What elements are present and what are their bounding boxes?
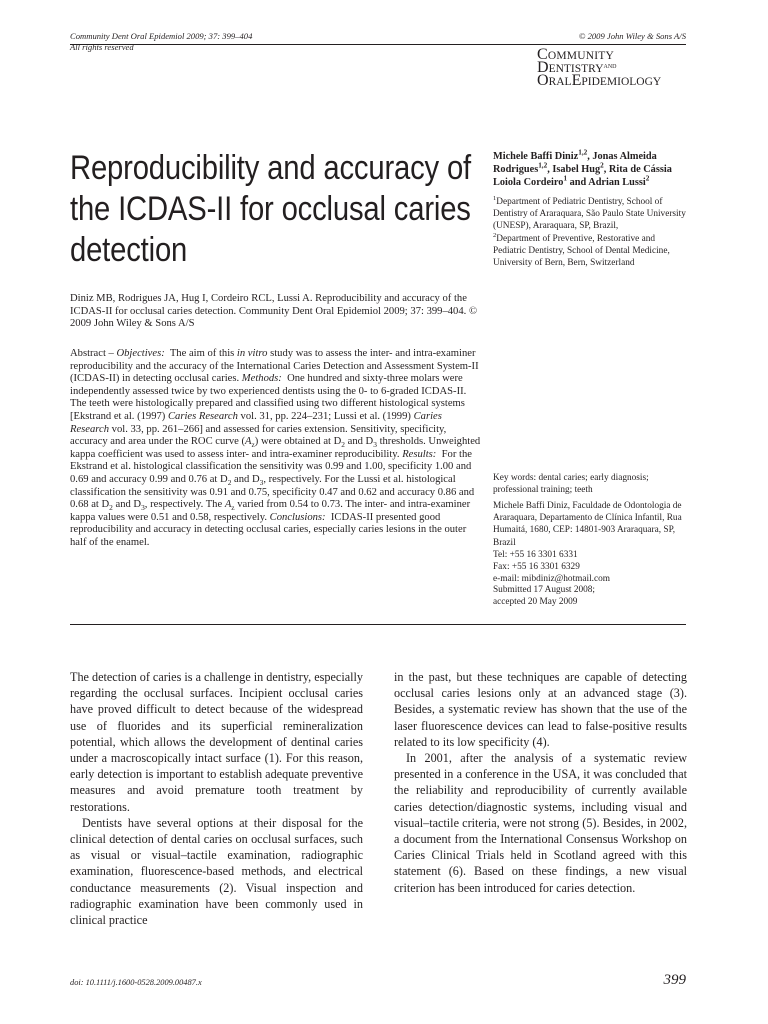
article-title: Reproducibility and accuracy of the ICDAS-II for occlusal caries detection [70, 149, 471, 269]
affiliations: $^1$Department of Pediatric Dentistry, School of Dentistry of Araraquara, São Paulo State University (UNESP), Araraquara, SP, Brazil, $^2$Department of Preventive, Restorative and Pediatric Dentistry, School of Dental Medicine, University of Bern, Bern, Switzerland [493, 194, 686, 269]
paragraph: The detection of caries is a challenge in dentistry, especially regarding the occlusal surfaces. Incipient occlusal caries have proved difficult to detect because of the widespread use of fluorides and its superficial remineralization potential, which allows the development of dentinal caries under a macroscopically intact surface (1). For this reason, early detection is important to establish adequate preventive measures and avoid premature tooth treatment by restorations. [70, 670, 363, 814]
rights-line: All rights reserved [70, 42, 134, 52]
paragraph: In 2001, after the analysis of a systematic review presented in a conference in the USA, it was concluded that the reliability and reproducibility of currently available caries detection/diagnostic systems, including visual and visual–tactile criteria, were not strong (5). Besides, in 2002, a document from the International Consensus Workshop on Caries Clinical Trials held in Scotland agreed with this statement (6). Based on these findings, a new visual criterion has been introduced for caries detection. [394, 751, 687, 895]
keywords: Key words: dental caries; early diagnosis; professional training; teeth [493, 473, 649, 496]
paragraph: in the past, but these techniques are capable of detecting occlusal caries lesions only at an advanced stage (3). Besides, a systematic review has shown that the use of the laser fluorescence devices can lead to false-positive results related to its low specificity (4). [394, 670, 687, 749]
journal-issue-line: Community Dent Oral Epidemiol 2009; 37: 399–404 [70, 31, 253, 41]
abstract: Abstract – Objectives: The aim of this in vitro study was to assess the inter- and intra-examiner reproducibility and the accuracy of the International Caries Detection and Assessment System-II (ICDAS-II) in detecting occlusal caries. Methods: One hundred and sixty-three molars were independently assessed twice by two experienced dentists using the 0- to 6-graded ICDAS-II. The teeth were histologically prepared and classified using two different histological systems [Ekstrand et al. (1997) Caries Research vol. 31, pp. 224–231; Lussi et al. (1999) Caries Research vol. 33, pp. 261–266] and assessed for caries extension. Sensitivity, specificity, accuracy and area under the ROC curve $(A_z)$ were obtained at $D_2$ and $D_3$ thresholds. Unweighted kappa coefficient was used to assess inter- and intra-examiner reproducibility. Results: For the Ekstrand et al. histological classification the sensitivity was 0.99 and 1.00, specificity 1.00 and 0.69 and accuracy 0.99 and 0.76 at $D_2$ and $D_3$, respectively. For the Lussi et al. histological classification the sensitivity was 0.91 and 0.75, specificity 0.47 and 0.62 and accuracy 0.86 and 0.68 at $D_2$ and $D_3$, respectively. The $A_z$ varied from 0.54 to 0.73. The inter- and intra-examiner kappa values were 0.51 and 0.58, respectively. Conclusions: ICDAS-II presented good reproducibility and accuracy in detecting occlusal caries, especially caries lesions in the outer half of the enamel. [70, 348, 481, 548]
page-number: 399 [663, 972, 686, 988]
author-list: Michele Baffi Diniz$^{1,2}$, Jonas Almeida Rodrigues$^{1,2}$, Isabel Hug$^2$, Rita de Cássia Loiola Cordeiro$^1$ and Adrian Lussi$^2$ [493, 148, 672, 188]
correspondence-address: Michele Baffi Diniz, Faculdade de Odontologia de Araraquara, Departamento de Clínica Infantil, Rua Humaitá, 1680, CEP: 14801-903 Araraquara, SP, Brazil Tel: +55 16 3301 6331 Fax: +55 16 3301 6329 e-mail: mibdiniz@hotmail.com [493, 501, 682, 585]
copyright-notice: © 2009 John Wiley & Sons A/S [578, 31, 686, 41]
header-rule [70, 44, 686, 45]
doi: doi: 10.1111/j.1600-0528.2009.00487.x [70, 978, 202, 987]
article-citation: Diniz MB, Rodrigues JA, Hug I, Cordeiro RCL, Lussi A. Reproducibility and accuracy of the ICDAS-II for occlusal caries detection. Community Dent Oral Epidemiol 2009; 37: 399–404. © 2009 John Wiley & Sons A/S [70, 293, 478, 330]
journal-logo: COMMUNITY $DENTISTRY^{AND}$ ORALEPIDEMIOLOGY [537, 46, 662, 89]
submission-dates: Submitted 17 August 2008; accepted 20 May 2009 [493, 585, 596, 608]
journal-citation-header [70, 31, 252, 53]
body-column-right [394, 669, 687, 896]
paragraph: Dentists have several options at their disposal for the clinical detection of dental caries on occlusal surfaces, such as visual or visual–tactile examination, radiographic examination, fluorescence-based methods, and electrical conductance measurements (2). Visual inspection and radiographic examination have been commonly used in clinical practice [70, 815, 363, 928]
section-rule [70, 624, 686, 625]
body-column-left [70, 669, 363, 928]
